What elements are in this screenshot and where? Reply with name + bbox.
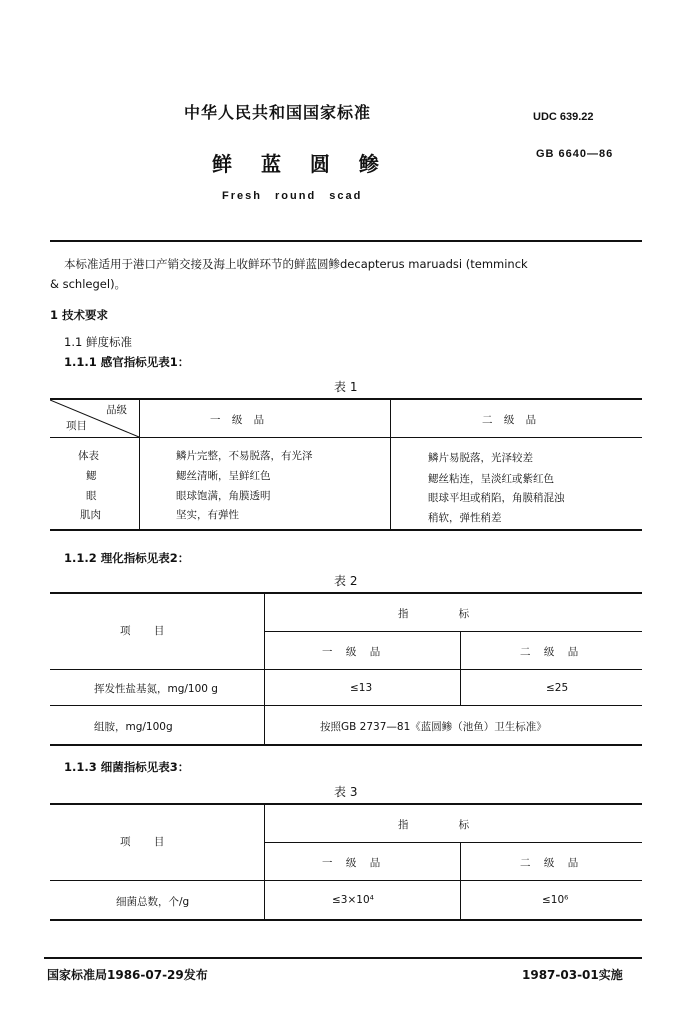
udc-code: UDC 639.22	[533, 111, 594, 123]
table-1-row-3-item: 眼	[86, 490, 97, 502]
table-3-caption: 表 3	[334, 785, 358, 799]
table-1-row-1-item: 体表	[78, 450, 99, 462]
table-1-row-4-g1: 坚实，有弹性	[176, 509, 239, 521]
section-1-1-2-heading: 1.1.2 理化指标见表2：	[64, 551, 190, 565]
section-1-1-1-heading: 1.1.1 感官指标见表1：	[64, 355, 190, 369]
standard-header-title: 中华人民共和国国家标准	[184, 103, 372, 122]
table-2-grade-2-header: 二 级 品	[520, 646, 579, 658]
table-1-col1-header: 一 级 品	[210, 414, 265, 426]
table-1-row-2-item: 鳃	[86, 470, 97, 482]
table-2-item-header: 项 目	[120, 625, 165, 637]
table-2-index-header: 指 标	[398, 608, 470, 620]
table-2-row-2-item: 组胺，mg/100g	[94, 721, 173, 733]
section-1-1-3-heading: 1.1.3 细菌指标见表3：	[64, 760, 190, 774]
table-2-row-1-g1: ≤13	[350, 682, 373, 694]
table-3-row-1-g1: ≤3×10⁴	[332, 894, 374, 906]
table-3-grade-1-header: 一 级 品	[322, 857, 381, 869]
table-3-grade-2-header: 二 级 品	[520, 857, 579, 869]
table-2	[50, 592, 642, 746]
table-1-col2-header: 二 级 品	[482, 414, 537, 426]
table-2-caption: 表 2	[334, 574, 358, 588]
footer-effective-date: 1987-03-01实施	[522, 968, 623, 982]
table-2-grade-1-header: 一 级 品	[322, 646, 381, 658]
footer-issue-date: 国家标准局1986-07-29发布	[47, 968, 208, 982]
footer-rule	[44, 957, 642, 959]
table-2-row-2-value: 按照GB 2737—81《蓝圆鲹（池鱼）卫生标准》	[320, 721, 547, 733]
table-3-item-header: 项 目	[120, 836, 165, 848]
section-1-1-heading: 1.1 鲜度标准	[64, 335, 132, 349]
document-title: 鲜 蓝 圆 鲹	[212, 152, 381, 176]
gb-number: GB 6640—86	[536, 148, 614, 160]
table-1-row-4-item: 肌肉	[80, 509, 101, 521]
table-2-row-1-item: 挥发性盐基氮，mg/100 g	[94, 683, 218, 695]
table-1-row-4-g2: 稍软，弹性稍差	[428, 512, 502, 524]
table-1-caption: 表 1	[334, 380, 358, 394]
table-1	[50, 398, 642, 531]
header-rule	[50, 240, 642, 242]
table-3	[50, 803, 642, 921]
table-1-row-1-g2: 鳞片易脱落，光泽较差	[428, 452, 533, 464]
section-1-heading: 1 技术要求	[50, 308, 109, 322]
table-3-row-1-item: 细菌总数，个/g	[116, 896, 190, 908]
intro-line-1: 本标准适用于港口产销交接及海上收鲜环节的鲜蓝圆鲹decapterus maruadsi (temminck	[64, 257, 528, 271]
table-1-row-1-g1: 鳞片完整，不易脱落，有光泽	[176, 450, 313, 462]
table-2-row-1-g2: ≤25	[546, 682, 569, 694]
table-1-row-2-g1: 鳃丝清晰，呈鲜红色	[176, 470, 271, 482]
table-1-corner-top: 品级	[106, 404, 127, 416]
table-3-row-1-g2: ≤10⁶	[542, 894, 569, 906]
table-1-corner-bottom: 项目	[66, 420, 87, 432]
document-title-english: Fresh round scad	[222, 190, 363, 202]
table-3-index-header: 指 标	[398, 819, 470, 831]
table-1-row-3-g2: 眼球平坦或稍陷，角膜稍混浊	[428, 492, 565, 504]
table-1-row-2-g2: 鳃丝粘连，呈淡红或紫红色	[428, 473, 554, 485]
table-1-row-3-g1: 眼球饱满，角膜透明	[176, 490, 271, 502]
intro-line-2: & schlegel)。	[50, 277, 127, 291]
